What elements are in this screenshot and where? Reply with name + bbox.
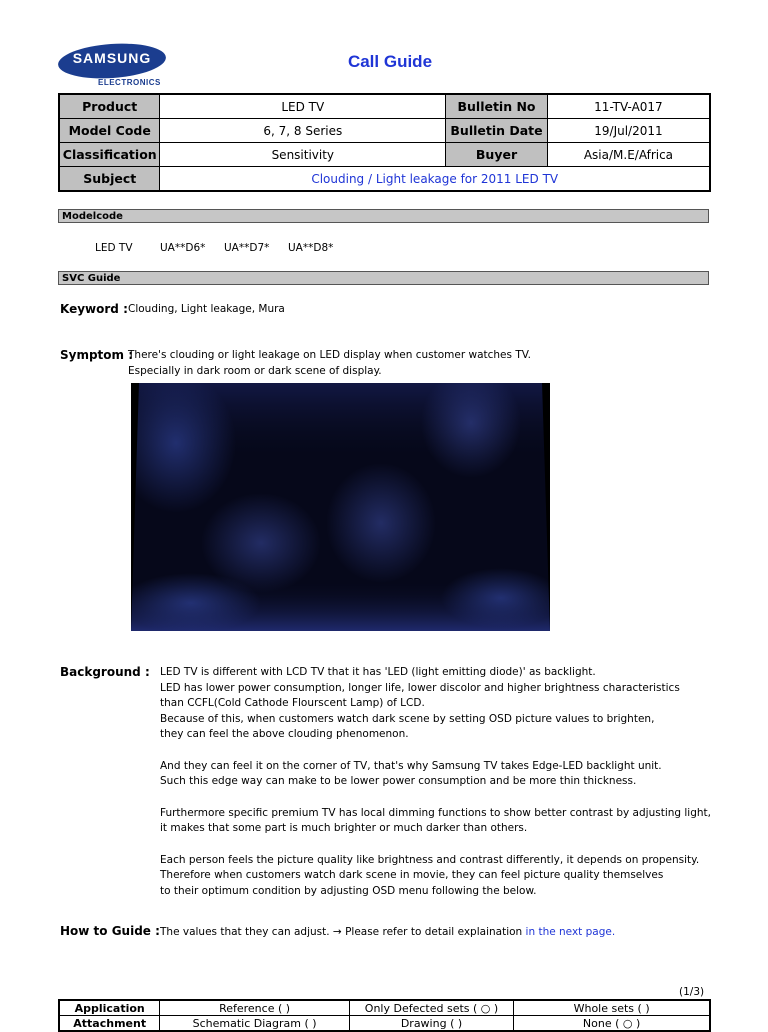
buyer-label: Buyer [446, 143, 548, 167]
schematic-option: Schematic Diagram ( ) [160, 1016, 349, 1032]
application-label: Application [59, 1000, 160, 1016]
application-table [58, 999, 711, 1032]
buyer-value: Asia/M.E/Africa [547, 143, 710, 167]
keyword-value: Clouding, Light leakage, Mura [128, 303, 285, 315]
bulletin-no-label: Bulletin No [446, 94, 548, 119]
symptom-label: Symptom : [60, 348, 134, 362]
background-line: Because of this, when customers watch dark scene by setting OSD picture values to brighten, [160, 712, 655, 725]
samsung-logo-sub: ELECTRONICS [98, 78, 161, 87]
samsung-logo-text: SAMSUNG [72, 50, 152, 66]
background-line: Such this edge way can make to be lower power consumption and be more thin thickness. [160, 775, 637, 787]
how-to-guide-value: The values that they can adjust. → Please refer to detail explaination [160, 926, 523, 938]
background-line: than CCFL(Cold Cathode Flourscent Lamp) of LCD. [160, 697, 425, 709]
background-line: LED has lower power consumption, longer life, lower discolor and higher brightness characteristics [160, 681, 680, 694]
page-number: (1/3) [679, 986, 705, 998]
bulletin-date-value: 19/Jul/2011 [547, 119, 710, 143]
model-code-value: 6, 7, 8 Series [160, 119, 446, 143]
keyword-label: Keyword : [60, 302, 128, 316]
none-option: None ( ○ ) [514, 1016, 710, 1032]
page-title: Call Guide [347, 52, 433, 71]
symptom-line: Especially in dark room or dark scene of display. [128, 364, 382, 377]
background-label: Background : [60, 665, 150, 679]
reference-option: Reference ( ) [160, 1000, 349, 1016]
subject-value: Clouding / Light leakage for 2011 LED TV [160, 167, 710, 192]
symptom-text [128, 348, 531, 379]
next-page-link[interactable]: in the next page. [525, 926, 616, 938]
whole-sets-option: Whole sets ( ) [514, 1000, 710, 1016]
background-line: LED TV is different with LCD TV that it has 'LED (light emitting diode)' as backlight. [160, 666, 596, 678]
subject-label: Subject [59, 167, 160, 192]
modelcode-device: LED TV [95, 242, 133, 254]
background-line: it makes that some part is much brighter or much darker than others. [160, 822, 528, 834]
background-line: they can feel the above clouding phenomenon. [160, 728, 409, 740]
attachment-label: Attachment [59, 1016, 160, 1032]
background-line: And they can feel it on the corner of TV, that's why Samsung TV takes Edge-LED backlight unit. [160, 759, 662, 772]
svc-guide-section-bar: SVC Guide [58, 271, 709, 285]
bulletin-no-value: 11-TV-A017 [547, 94, 710, 119]
tv-clouding-photo [131, 383, 550, 631]
modelcode-section-bar: Modelcode [58, 209, 709, 223]
background-line: Furthermore specific premium TV has local dimming functions to show better contrast by adjusting light, [160, 806, 712, 819]
drawing-option: Drawing ( ) [349, 1016, 513, 1032]
modelcode-item: UA**D7* [224, 242, 270, 254]
modelcode-item: UA**D6* [160, 242, 206, 254]
bulletin-header-table [58, 93, 711, 192]
product-value: LED TV [160, 94, 446, 119]
classification-label: Classification [59, 143, 160, 167]
product-label: Product [59, 94, 160, 119]
background-line: Each person feels the picture quality like brightness and contrast differently, it depends on propensity. [160, 853, 700, 866]
only-defected-option: Only Defected sets ( ○ ) [349, 1000, 513, 1016]
background-text [160, 665, 711, 899]
bulletin-date-label: Bulletin Date [446, 119, 548, 143]
background-line: to their optimum condition by adjusting OSD menu following the below. [160, 884, 537, 897]
how-to-guide-text [160, 925, 615, 941]
modelcode-item: UA**D8* [288, 242, 334, 254]
symptom-line: There's clouding or light leakage on LED display when customer watches TV. [128, 349, 531, 361]
background-line: Therefore when customers watch dark scene in movie, they can feel picture quality themselves [160, 869, 664, 881]
model-code-label: Model Code [59, 119, 160, 143]
how-to-guide-label: How to Guide : [60, 924, 160, 938]
classification-value: Sensitivity [160, 143, 446, 167]
